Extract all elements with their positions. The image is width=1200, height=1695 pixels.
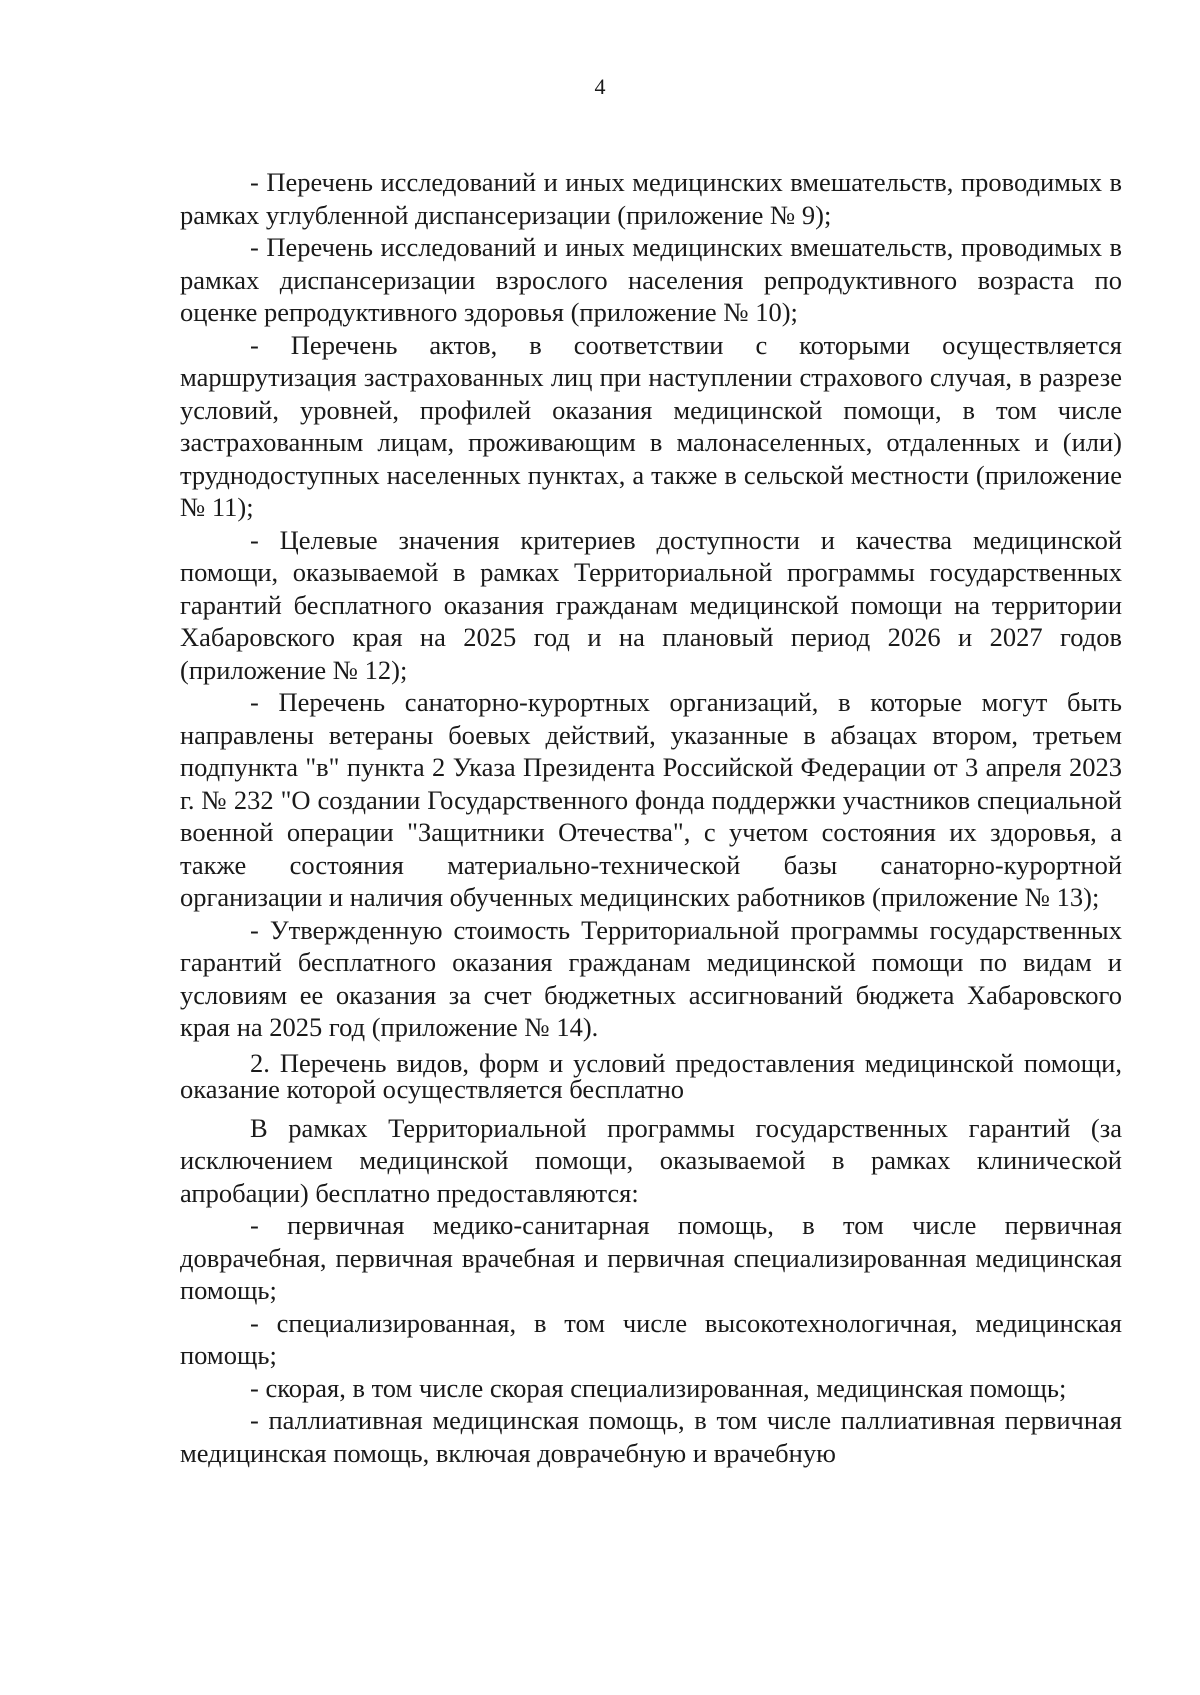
list-item-specialized-care: - специализированная, в том числе высокотехнологичная, медицинская помощь;	[180, 1307, 1122, 1370]
list-item-emergency-care: - скорая, в том числе скорая специализированная, медицинская помощь;	[250, 1372, 1067, 1403]
section-intro: В рамках Территориальной программы государственных гарантий (за исключением медицинской помощи, оказываемой в рамках клинической апробации) бесплатно предоставляются:	[180, 1112, 1122, 1208]
document-body	[180, 166, 1122, 1469]
paragraph-appendix-14: - Утвержденную стоимость Территориальной программы государственных гарантий бесплатного оказания гражданам медицинской помощи по видам и условиям ее оказания за счет бюджетных ассигнований бюджета Хабаровского края на 2025 год (приложение № 14).	[180, 914, 1122, 1042]
paragraph-appendix-12: - Целевые значения критериев доступности и качества медицинской помощи, оказываемой в рамках Территориальной программы государственных гарантий бесплатного оказания гражданам медицинской помощи на территории Хабаровского края на 2025 год и на плановый период 2026 и 2027 годов (приложение № 12);	[180, 524, 1122, 685]
section-heading: 2. Перечень видов, форм и условий предоставления медицинской помощи, оказание которой осуществляется бесплатно	[180, 1047, 1122, 1104]
list-item-palliative-care: - паллиативная медицинская помощь, в том числе паллиативная первичная медицинская помощь, включая доврачебную и врачебную	[180, 1405, 1122, 1468]
paragraph-appendix-13: - Перечень санаторно-курортных организаций, в которые могут быть направлены ветераны боевых действий, указанные в абзацах втором, третьем подпункта "в" пункта 2 Указа Президента Российской Федерации от 3 апреля 2023 г. № 232 "О создании Государственного фонда поддержки участников специальной военной операции "Защитники Отечества", с учетом состояния их здоровья, а также состояния материально-технической базы санаторно-курортной организации и наличия обученных медицинских работников (приложение № 13);	[180, 687, 1122, 912]
list-item-primary-care: - первичная медико-санитарная помощь, в том числе первичная доврачебная, первичная врачебная и первичная специализированная медицинская помощь;	[180, 1210, 1122, 1305]
paragraph-appendix-11: - Перечень актов, в соответствии с которыми осуществляется маршрутизация застрахованных лиц при наступлении страхового случая, в разрезе условий, уровней, профилей оказания медицинской помощи, в том числе застрахованным лицам, проживающим в малонаселенных, отдаленных и (или) труднодоступных населенных пунктах, а также в сельской местности (приложение № 11);	[180, 329, 1122, 522]
page-number: 4	[594, 74, 606, 99]
paragraph-appendix-9: - Перечень исследований и иных медицинских вмешательств, проводимых в рамках углубленной диспансеризации (приложение № 9);	[180, 167, 1122, 230]
paragraph-appendix-10: - Перечень исследований и иных медицинских вмешательств, проводимых в рамках диспансеризации взрослого населения репродуктивного возраста по оценке репродуктивного здоровья (приложение № 10);	[180, 232, 1122, 327]
